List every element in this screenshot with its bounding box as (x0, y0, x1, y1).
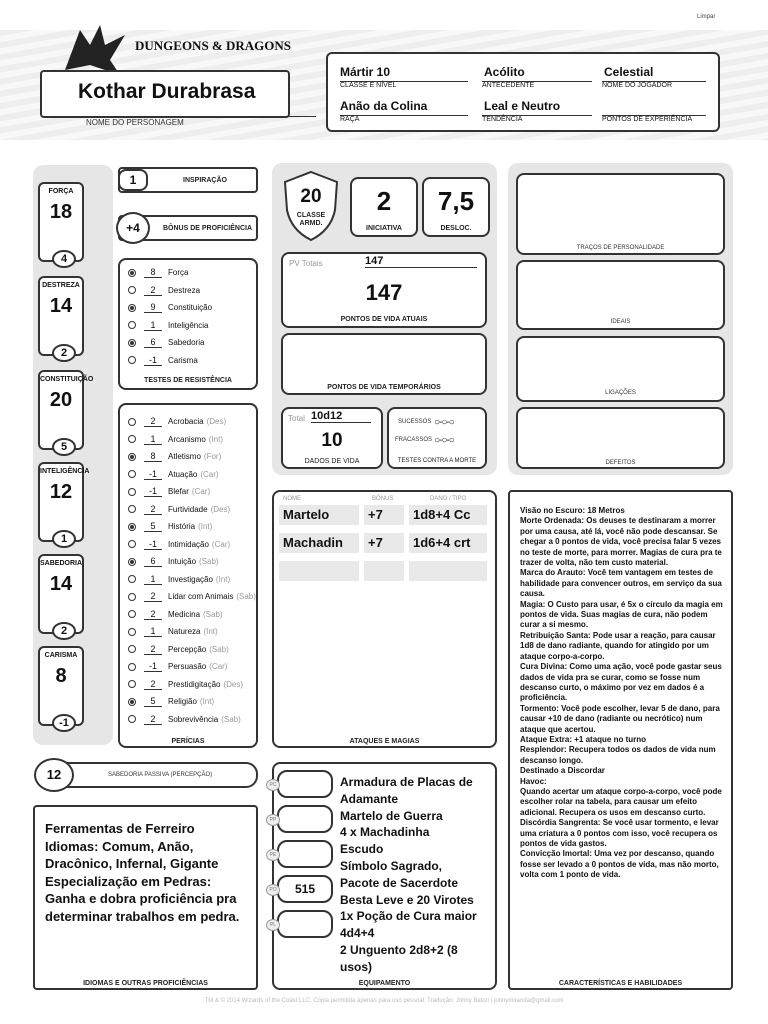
player-value[interactable]: Celestial (604, 65, 654, 79)
proficiency-dot-icon[interactable] (128, 698, 136, 706)
ability-modifier[interactable]: 2 (52, 344, 76, 362)
death-saves-success-checks[interactable]: ○-○-○ (434, 417, 454, 428)
skill-name: Medicina (168, 609, 201, 619)
hit-dice-value[interactable]: 10 (321, 430, 343, 451)
passive-label: SABEDORIA PASSIVA (PERCEPÇÃO) (108, 772, 213, 778)
character-name[interactable]: Kothar Durabrasa (78, 80, 256, 103)
ability-name: FORÇA (48, 188, 74, 195)
death-saves-fail-checks[interactable]: ○-○-○ (434, 435, 454, 446)
save-value: -1 (144, 355, 162, 366)
ability-name: CARISMA (44, 652, 78, 659)
coin-box[interactable]: 515 (277, 875, 333, 903)
attacks-col-bonus: BÔNUS (372, 496, 394, 502)
skill-name: Natureza (168, 627, 201, 636)
skill-value: 5 (144, 521, 162, 532)
proficiency-dot-icon[interactable] (128, 470, 136, 478)
death-saves-label: TESTES CONTRA A MORTE (397, 458, 477, 464)
proficiency-dot-icon[interactable] (128, 418, 136, 426)
skill-attribute: (Sab) (221, 714, 241, 724)
personality-label: TRAÇOS DE PERSONALIDADE (576, 245, 665, 251)
skill-attribute: (Car) (200, 469, 219, 479)
ability-name: SABEDORIA (40, 560, 83, 567)
skill-row[interactable] (128, 466, 219, 483)
skill-attribute: (Car) (209, 662, 228, 671)
background-label: ANTECEDENTE (482, 81, 592, 89)
proficiency-dot-icon[interactable] (128, 339, 136, 347)
proficiency-dot-icon[interactable] (128, 435, 136, 443)
proficiency-dot-icon[interactable] (128, 453, 136, 461)
save-value: 9 (144, 302, 162, 313)
coin-label: PO (266, 884, 280, 896)
skill-name: Intuição (168, 557, 197, 566)
attack-damage[interactable]: 1d6+4 crt (409, 533, 487, 553)
skill-name: Sobrevivência (168, 714, 219, 724)
skill-row[interactable] (128, 501, 230, 518)
skill-row[interactable] (128, 693, 214, 710)
skill-attribute: (Sab) (236, 592, 256, 601)
ability-name: DESTREZA (42, 282, 80, 289)
skill-attribute: (Sab) (209, 644, 229, 654)
clear-button[interactable]: Limpar (697, 14, 716, 20)
proficiency-dot-icon[interactable] (128, 575, 136, 583)
attack-empty-bonus[interactable] (364, 561, 404, 581)
proficiency-dot-icon[interactable] (128, 663, 136, 671)
skill-attribute: (Int) (215, 574, 231, 584)
skill-attribute: (Int) (199, 697, 215, 706)
skill-attribute: (Car) (191, 487, 211, 496)
skill-attribute: (Sab) (203, 609, 223, 619)
attack-bonus[interactable]: +7 (364, 533, 404, 553)
skill-value: 2 (144, 609, 162, 620)
skill-attribute: (Des) (223, 679, 244, 689)
skill-name: Acrobacia (168, 417, 204, 426)
skill-row[interactable] (128, 553, 219, 570)
skill-value: -1 (144, 539, 162, 550)
coin-label: PL (266, 919, 280, 931)
save-row[interactable] (128, 282, 200, 299)
ability-modifier[interactable]: 2 (52, 622, 76, 640)
hit-dice-total-value[interactable]: 10d12 (311, 410, 371, 423)
save-row[interactable] (128, 352, 198, 369)
logo-text: DUNGEONS & DRAGONS (135, 38, 292, 53)
alignment-value[interactable]: Leal e Neutro (484, 99, 561, 113)
hp-current-value[interactable]: 147 (365, 280, 403, 305)
ability-score[interactable]: 14 (49, 573, 73, 595)
proficiency-dot-icon[interactable] (128, 269, 136, 277)
skill-value: 1 (144, 574, 162, 585)
skill-value: 5 (144, 696, 162, 707)
personality-box[interactable] (516, 173, 725, 255)
skill-value: 2 (144, 714, 162, 725)
armor-class-value[interactable]: 20 (300, 186, 322, 207)
inspiration-label: INSPIRAÇÃO (183, 177, 227, 184)
skill-value: 1 (144, 626, 162, 637)
skill-row[interactable] (128, 658, 227, 675)
ideals-label: IDEAIS (610, 319, 631, 325)
skill-value: -1 (144, 469, 162, 480)
skill-name: História (168, 522, 196, 531)
proficiency-dot-icon[interactable] (128, 286, 136, 294)
background-value[interactable]: Acólito (484, 65, 525, 79)
skills-label: PERÍCIAS (171, 738, 205, 745)
attack-damage[interactable]: 1d8+4 Cc (409, 505, 487, 525)
skill-row[interactable] (128, 518, 212, 535)
proficiency-dot-icon[interactable] (128, 645, 136, 653)
skill-name: Blefar (168, 487, 189, 496)
attack-name[interactable]: Martelo (279, 505, 359, 525)
ability-0 (38, 182, 84, 265)
ability-5 (38, 646, 84, 729)
skill-row[interactable] (128, 676, 243, 693)
coin-label: PC (266, 779, 280, 791)
initiative-value[interactable]: 2 (376, 186, 392, 216)
bonds-label: LIGAÇÕES (605, 390, 636, 396)
skill-attribute: (Int) (208, 434, 224, 444)
skill-row[interactable] (128, 711, 241, 728)
skill-row[interactable] (128, 448, 221, 465)
attack-name[interactable]: Machadin (279, 533, 359, 553)
skill-name: Intimidação (168, 539, 209, 549)
hit-dice-total-label: Total (288, 414, 305, 423)
coin-box[interactable] (277, 770, 333, 798)
ability-score[interactable]: 18 (49, 201, 73, 223)
skill-value: 1 (144, 434, 162, 445)
ability-modifier[interactable]: 4 (52, 250, 76, 268)
footer: TM & © 2014 Wizards of the Coast LLC. Cópia permitida apenas para uso pessoal. Tradução: Johny Batori | jonnymiranda@gmail.com (204, 998, 564, 1004)
save-name: Força (168, 268, 189, 277)
ability-score[interactable]: 20 (49, 389, 73, 411)
character-name-label: NOME DO PERSONAGEM (86, 116, 316, 127)
ability-modifier[interactable]: 1 (52, 530, 76, 548)
ability-2 (38, 370, 94, 453)
saves-label: TESTES DE RESISTÊNCIA (144, 377, 232, 384)
proficiency-dot-icon[interactable] (128, 628, 136, 636)
passive-value[interactable]: 12 (34, 758, 74, 792)
death-saves-success-label: SUCESSOS (398, 419, 432, 425)
armor-class-label: CLASSE ARMD. (296, 212, 326, 227)
proficiency-dot-icon[interactable] (128, 523, 136, 531)
speed-value[interactable]: 7,5 (437, 186, 475, 216)
skill-row[interactable] (128, 606, 223, 623)
skill-attribute: (Car) (211, 539, 231, 549)
hit-dice-label: DADOS DE VIDA (304, 458, 360, 465)
save-name: Destreza (168, 285, 201, 295)
skill-value: 8 (144, 451, 162, 462)
hp-current-label: PONTOS DE VIDA ATUAIS (340, 316, 428, 323)
attacks-box (272, 490, 497, 748)
ability-score[interactable]: 14 (49, 295, 73, 317)
skill-attribute: (Int) (203, 627, 218, 636)
coin-box[interactable] (277, 840, 333, 868)
skill-row[interactable] (128, 483, 210, 500)
player-label: NOME DO JOGADOR (602, 81, 706, 89)
proficiency-dot-icon[interactable] (128, 540, 136, 548)
skill-name: Lidar com Animais (168, 592, 234, 601)
save-row[interactable] (128, 334, 204, 351)
attacks-col-name: NOME (283, 496, 301, 502)
skill-value: 2 (144, 591, 162, 602)
skill-value: 2 (144, 679, 162, 690)
attacks-label: ATAQUES E MAGIAS (349, 738, 420, 745)
proficiency-dot-icon[interactable] (128, 505, 136, 513)
attack-empty-name[interactable] (279, 561, 359, 581)
proficiency-dot-icon[interactable] (128, 321, 136, 329)
ability-3 (38, 462, 90, 545)
proficiency-label: BÔNUS DE PROFICIÊNCIA (162, 225, 253, 232)
save-value: 2 (144, 285, 162, 296)
features-text[interactable]: Visão no Escuro: 18 Metros Morte Ordenada: Os deuses te destinaram a morrer por uma causa, até lá, você não pode descansar. Se chegar a 0 pontos de vida, você precisa falar 5 vezes no teste de morte, para morrer. Magias de cura pra te trazer de volta, não tem custo material. Marca do Arauto: Você tem vantagem em testes de habilidade para convencer outros, em serviço da sua causa. Magia: O Custo para usar, é 5x o círculo da magia em pontos de vida. Suas magias de cura, não podem curar a si mesmo. Retribuição Santa: Pode usar a reação, para causar 1d8 de dano radiante, quando for atingido por um ataque corpo-a-corpo. Cura Divina: Como uma ação, você pode gastar seus dados de vida pra se curar, como se fosse num descanso curto, o máximo por vez em dados é a proficiência. Tormento: Você pode escolher, levar 5 de dano, para causar +10 de dano (radiante ou necrótico) num ataque que acertou. Ataque Extra: +1 ataque no turno Resplendor: Recupera todos os dados de vida num descanso longo. Destinado a Discordar Havoc: Quando acertar um ataque corpo-a-corpo, você pode escolher rolar na tabela, para causar um efeito adicional. Recupera os usos em descanso curto. Discórdia Sangrenta: Se você usar tormento, e levar uma criatura a 0 pontos com isso, você recupera os pontos de vida gastos. Convicção Imortal: Uma vez por descanso, quando fosse ser levado a 0 pontos de vida, mas não morto, volta com 1 ponto de vida. (520, 506, 723, 880)
skill-attribute: (Des) (206, 417, 227, 426)
initiative-label: INICIATIVA (366, 225, 402, 232)
save-name: Constituição (168, 303, 213, 312)
skill-row[interactable] (128, 641, 229, 658)
skill-attribute: (Sab) (199, 557, 219, 566)
features-label: CARACTERÍSTICAS E HABILIDADES (558, 980, 683, 987)
skill-value: 2 (144, 504, 162, 515)
skill-value: 6 (144, 556, 162, 567)
equipment-label: EQUIPAMENTO (358, 980, 411, 987)
ability-modifier[interactable]: 5 (52, 438, 76, 456)
save-name: Carisma (168, 355, 198, 365)
skill-row[interactable] (128, 413, 226, 430)
skill-name: Atuação (168, 469, 198, 479)
ability-4 (38, 554, 84, 637)
ability-score[interactable]: 12 (49, 481, 73, 503)
skill-value: -1 (144, 661, 162, 672)
inspiration-value[interactable]: 1 (118, 169, 148, 191)
skill-row[interactable] (128, 588, 256, 605)
race-value[interactable]: Anão da Colina (340, 99, 428, 113)
skill-name: Furtividade (168, 504, 208, 514)
attacks-col-damage: DANO / TIPO (430, 496, 467, 502)
skill-name: Atletismo (168, 452, 201, 461)
skill-name: Arcanismo (168, 434, 206, 444)
skill-value: -1 (144, 486, 162, 497)
skill-name: Percepção (168, 644, 207, 654)
save-value: 1 (144, 320, 162, 331)
coin-label: PE (266, 849, 280, 861)
ability-name: CONSTITUIÇÃO (40, 376, 94, 383)
skill-row[interactable] (128, 536, 230, 553)
skill-name: Persuasão (168, 662, 207, 671)
skill-attribute: (Int) (198, 522, 213, 531)
save-value: 6 (144, 337, 162, 348)
proficiencies-text[interactable]: Ferramentas de Ferreiro Idiomas: Comum, Anão, Dracônico, Infernal, Gigante Especialização em Pedras: Ganha e dobra proficiência pra determinar trabalhos em pedra. (45, 821, 240, 924)
proficiency-dot-icon[interactable] (128, 610, 136, 618)
save-name: Inteligência (168, 320, 209, 330)
class-level-label: CLASSE E NÍVEL (340, 81, 468, 89)
flaws-label: DEFEITOS (605, 460, 636, 466)
save-row[interactable] (128, 317, 208, 334)
skill-name: Religião (168, 697, 197, 706)
ability-1 (38, 276, 84, 359)
coin-box[interactable] (277, 805, 333, 833)
ability-modifier[interactable]: -1 (52, 714, 76, 732)
skill-attribute: (For) (203, 452, 222, 461)
race-label: RAÇA (340, 115, 468, 123)
proficiency-dot-icon[interactable] (128, 558, 136, 566)
skill-row[interactable] (128, 623, 218, 640)
proficiency-dot-icon[interactable] (128, 593, 136, 601)
skill-name: Prestidigitação (168, 679, 221, 689)
attack-bonus[interactable]: +7 (364, 505, 404, 525)
speed-label: DESLOC. (440, 225, 472, 232)
save-value: 8 (144, 267, 162, 278)
equipment-text[interactable]: Armadura de Placas de Adamante Martelo de Guerra 4 x Machadinha Escudo Símbolo Sagrado, Pacote de Sacerdote Besta Leve e 20 Virotes 1x Poção de Cura maior 4d4+4 2 Unguento 2d8+2 (8 usos) (340, 775, 477, 974)
hp-max-label: PV Totais (289, 259, 323, 268)
alignment-label: TENDÊNCIA (482, 115, 592, 123)
coin-box[interactable] (277, 910, 333, 938)
skill-row[interactable] (128, 431, 223, 448)
ability-score[interactable]: 8 (55, 665, 67, 687)
skill-attribute: (Des) (210, 504, 231, 514)
ability-name: INTELIGÊNCIA (40, 468, 90, 475)
coin-label: PP (266, 814, 280, 826)
proficiency-dot-icon[interactable] (128, 488, 136, 496)
hp-temp-label: PONTOS DE VIDA TEMPORÁRIOS (327, 384, 441, 391)
proficiency-dot-icon[interactable] (128, 356, 136, 364)
skill-value: 2 (144, 644, 162, 655)
skill-row[interactable] (128, 571, 230, 588)
proficiency-dot-icon[interactable] (128, 715, 136, 723)
skill-value: 2 (144, 416, 162, 427)
proficiencies-label: IDIOMAS E OUTRAS PROFICIÊNCIAS (83, 980, 208, 987)
death-saves-fail-label: FRACASSOS (395, 437, 433, 443)
proficiency-dot-icon[interactable] (128, 680, 136, 688)
class-level-value[interactable]: Mártir 10 (340, 65, 391, 79)
xp-label: PONTOS DE EXPERIÊNCIA (602, 115, 706, 123)
save-row[interactable] (128, 299, 212, 316)
hp-max-value[interactable]: 147 (365, 255, 477, 268)
save-name: Sabedoria (168, 338, 205, 347)
save-row[interactable] (128, 264, 188, 281)
proficiency-value[interactable]: +4 (116, 212, 150, 244)
proficiency-dot-icon[interactable] (128, 304, 136, 312)
attack-empty-damage[interactable] (409, 561, 487, 581)
skill-name: Investigação (168, 574, 213, 584)
